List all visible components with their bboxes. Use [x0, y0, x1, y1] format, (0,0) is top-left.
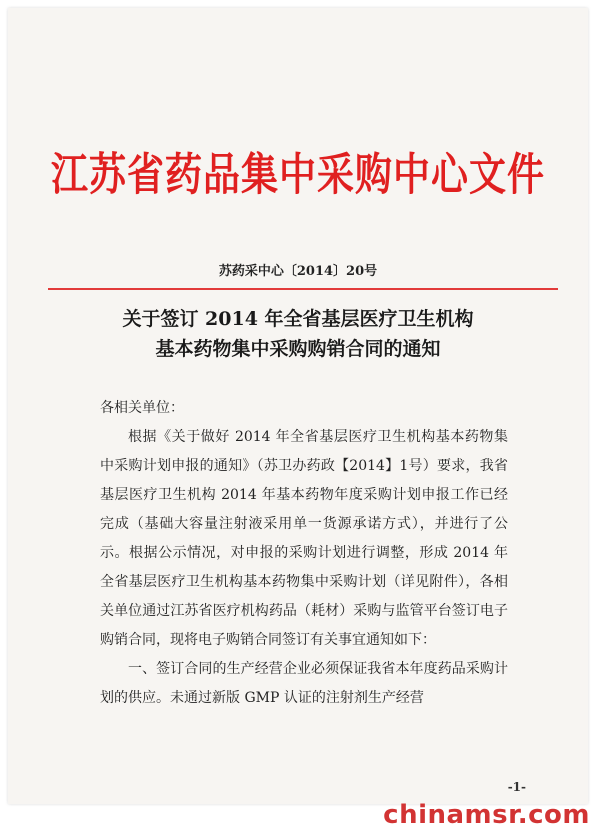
document-number: 苏药采中心〔2014〕20号 [218, 264, 378, 279]
site-watermark: chinamsr.com [383, 800, 590, 830]
subject-line-2: 基本药物集中采购购销合同的通知 [155, 338, 441, 360]
salutation: 各相关单位： [100, 400, 184, 416]
document-page [8, 8, 588, 804]
subject-heading [8, 304, 588, 364]
subject-line-1: 关于签订 2014 年全省基层医疗卫生机构 [122, 308, 474, 330]
red-divider-line [48, 288, 558, 290]
body-paragraph-1: 根据《关于做好 2014 年全省基层医疗卫生机构基本药物集中采购计划申报的通知》（苏卫办药政【2014】1号）要求，我省基层医疗卫生机构 2014 年基本药物年度采购计划申报工作已经完成（基础大容量注射液采用单一货源承诺方式），并进行了公示。根据公示情况，对申报的采购计划进行调整，形成 2014 年全省基层医疗卫生机构基本药物集中采购计划（详见附件），各相关单位通过江苏省医疗机构药品（耗材）采购与监管平台签订电子购销合同，现将电子购销合同签订有关事宜通知如下： [100, 429, 508, 648]
page-number: -1- [507, 780, 526, 794]
document-body [100, 394, 508, 713]
body-paragraph-2: 一、签订合同的生产经营企业必须保证我省本年度药品采购计划的供应。未通过新版 GMP 认证的注射剂生产经营 [100, 661, 508, 706]
document-header-title: 江苏省药品集中采购中心文件 [51, 148, 545, 201]
